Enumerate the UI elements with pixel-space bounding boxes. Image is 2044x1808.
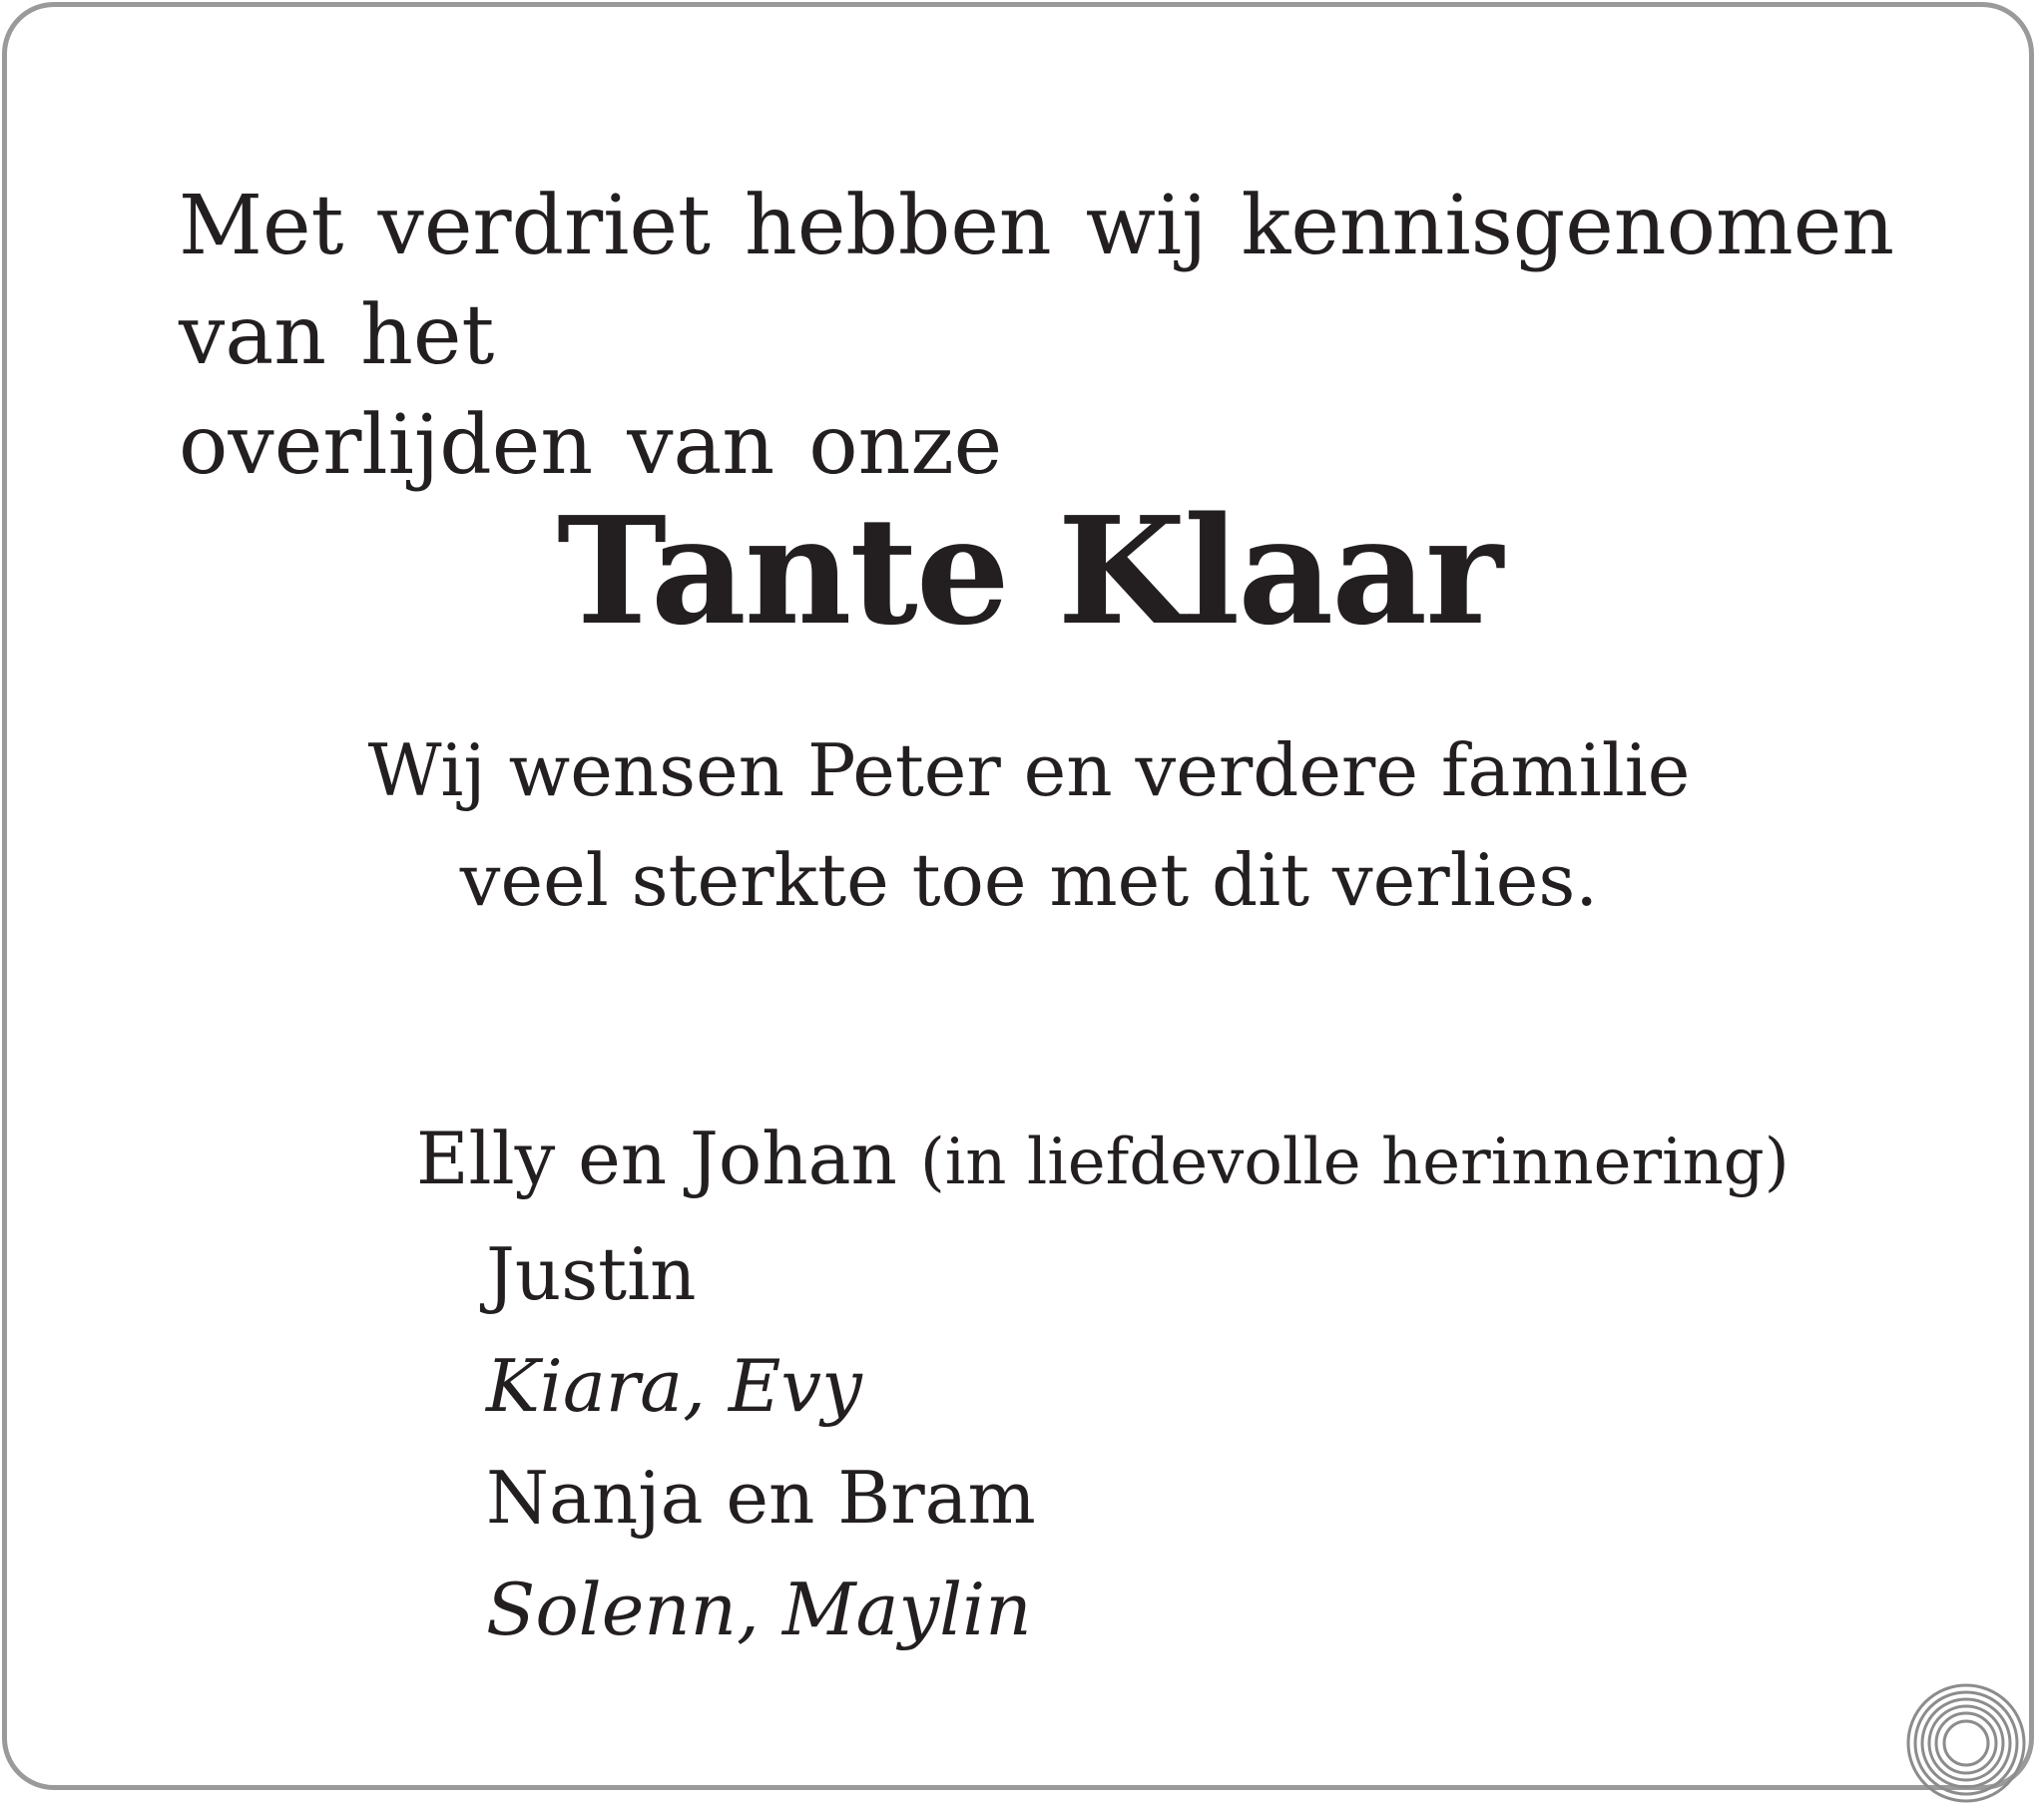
signer-line [416,1218,1789,1330]
signer-note: (in liefdevolle herinnering) [919,1126,1789,1199]
signer-line [416,1103,1789,1218]
concentric-circles-icon [1901,1678,2031,1808]
signers-list [416,1103,1789,1665]
signer-name: Nanja en Bram [486,1456,1036,1540]
wish-line-1: Wij wensen Peter en verdere familie [367,728,1691,812]
notice-card [2,2,2034,1790]
signer-name: Justin [486,1232,697,1316]
intro-line-2: overlijden van onze [179,398,1003,493]
signer-line [416,1554,1789,1665]
condolence-message [7,715,2044,935]
deceased-name: Tante Klaar [556,484,1502,658]
wish-line-2: veel sterkte toe met dit verlies. [459,838,1599,922]
intro-line-1: Met verdriet hebben wij kennisgenomen van het [179,179,1895,383]
signer-name: Kiara, Evy [486,1344,862,1428]
intro-text [179,172,2029,501]
signer-line [416,1442,1789,1554]
signer-line [416,1330,1789,1442]
signer-name: Solenn, Maylin [486,1568,1032,1651]
signer-name: Elly en Johan [416,1117,897,1200]
